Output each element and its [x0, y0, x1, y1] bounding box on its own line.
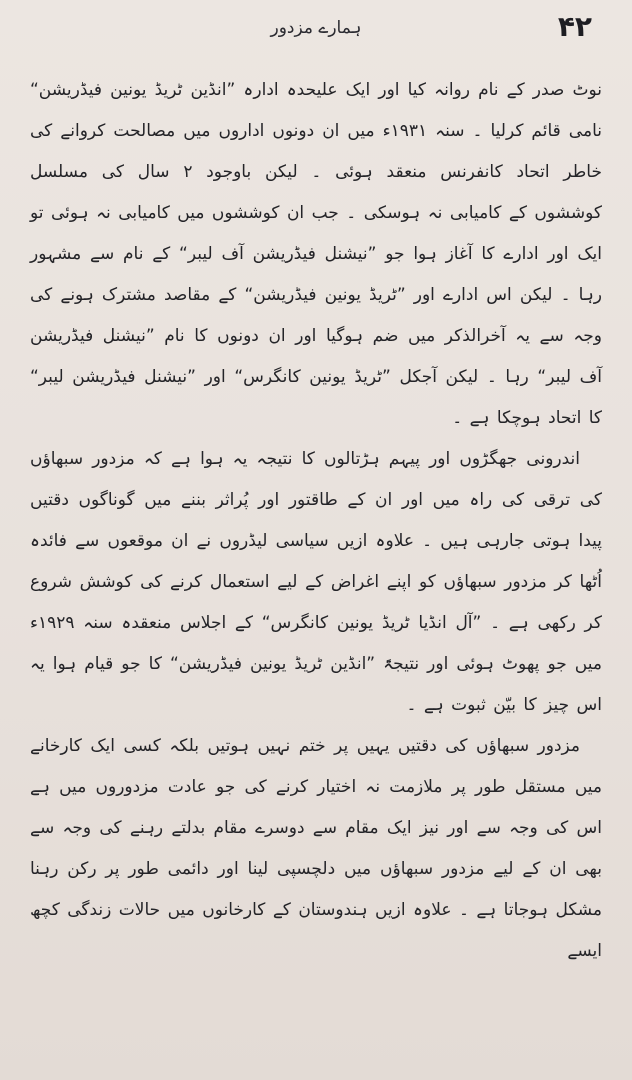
paragraph-3: مزدور سبھاؤں کی دقتیں یہیں پر ختم نہیں ہوتیں بلکہ کسی ایک کارخانے میں مستقل طور پر ملازمت نہ اختیار کرنے کی جو عادت مزدوروں میں ہے اس کی وجہ سے اور نیز ایک مقام سے دوسرے مقام بدلتے رہنے کی وجہ سے بھی ان کے لیے مزدور سبھاؤں میں دلچسپی لینا اور دائمی طور پر رکن رہنا مشکل ہوجاتا ہے ۔ علاوہ ازیں ہندوستان کے کارخانوں میں حالات زندگی کچھ ایسے	[30, 736, 602, 961]
paragraph-2: اندرونی جھگڑوں اور پیہم ہڑتالوں کا نتیجہ یہ ہوا ہے کہ مزدور سبھاؤں کی ترقی کی راہ میں اور ان کے طاقتور اور پُراثر بننے میں گوناگوں دقتیں پیدا ہوتی جارہی ہیں ۔ علاوہ ازیں سیاسی لیڈروں نے ان موقعوں سے فائدہ اُٹھا کر مزدور سبھاؤں کو اپنے اغراض کے لیے استعمال کرنے کی کوشش شروع کر رکھی ہے ۔ ”آل انڈیا ٹریڈ یونین کانگرس“ کے اجلاس منعقدہ سنہ ۱۹۲۹ء میں جو پھوٹ ہوئی اور نتیجۃً ”انڈین ٹریڈ یونین فیڈریشن“ کا جو قیام ہوا یہ اس چیز کا بیّن ثبوت ہے ۔	[30, 449, 602, 715]
page-header	[30, 10, 602, 50]
page-number: ۴۲	[557, 10, 592, 43]
paragraph-1: نوٹ صدر کے نام روانہ کیا اور ایک علیحدہ ادارہ ”انڈین ٹریڈ یونین فیڈریشن“ نامی قائم کرلیا ۔ سنہ ۱۹۳۱ء میں ان دونوں اداروں میں مصالحت کروانے کی خاطر اتحاد کانفرنس منعقد ہوئی ۔ لیکن باوجود ۲ سال کی مسلسل کوششوں کے کامیابی نہ ہوسکی ۔ جب ان کوششوں میں کامیابی نہ ہوئی تو ایک اور ادارے کا آغاز ہوا جو ”نیشنل فیڈریشن آف لیبر“ کے نام سے مشہور رہا ۔ لیکن اس ادارے اور ”ٹریڈ یونین فیڈریشن“ کے مقاصد مشترک ہونے کی وجہ سے یہ آخرالذکر میں ضم ہوگیا اور ان دونوں کا نام ”نیشنل فیڈریشن آف لیبر“ رہا ۔ لیکن آجکل ”ٹریڈ یونین کانگرس“ اور ”نیشنل فیڈریشن لیبر“ کا اتحاد ہوچکا ہے ۔	[30, 80, 602, 428]
running-title: ہمارے مزدور	[270, 18, 362, 38]
page-body	[30, 70, 602, 972]
